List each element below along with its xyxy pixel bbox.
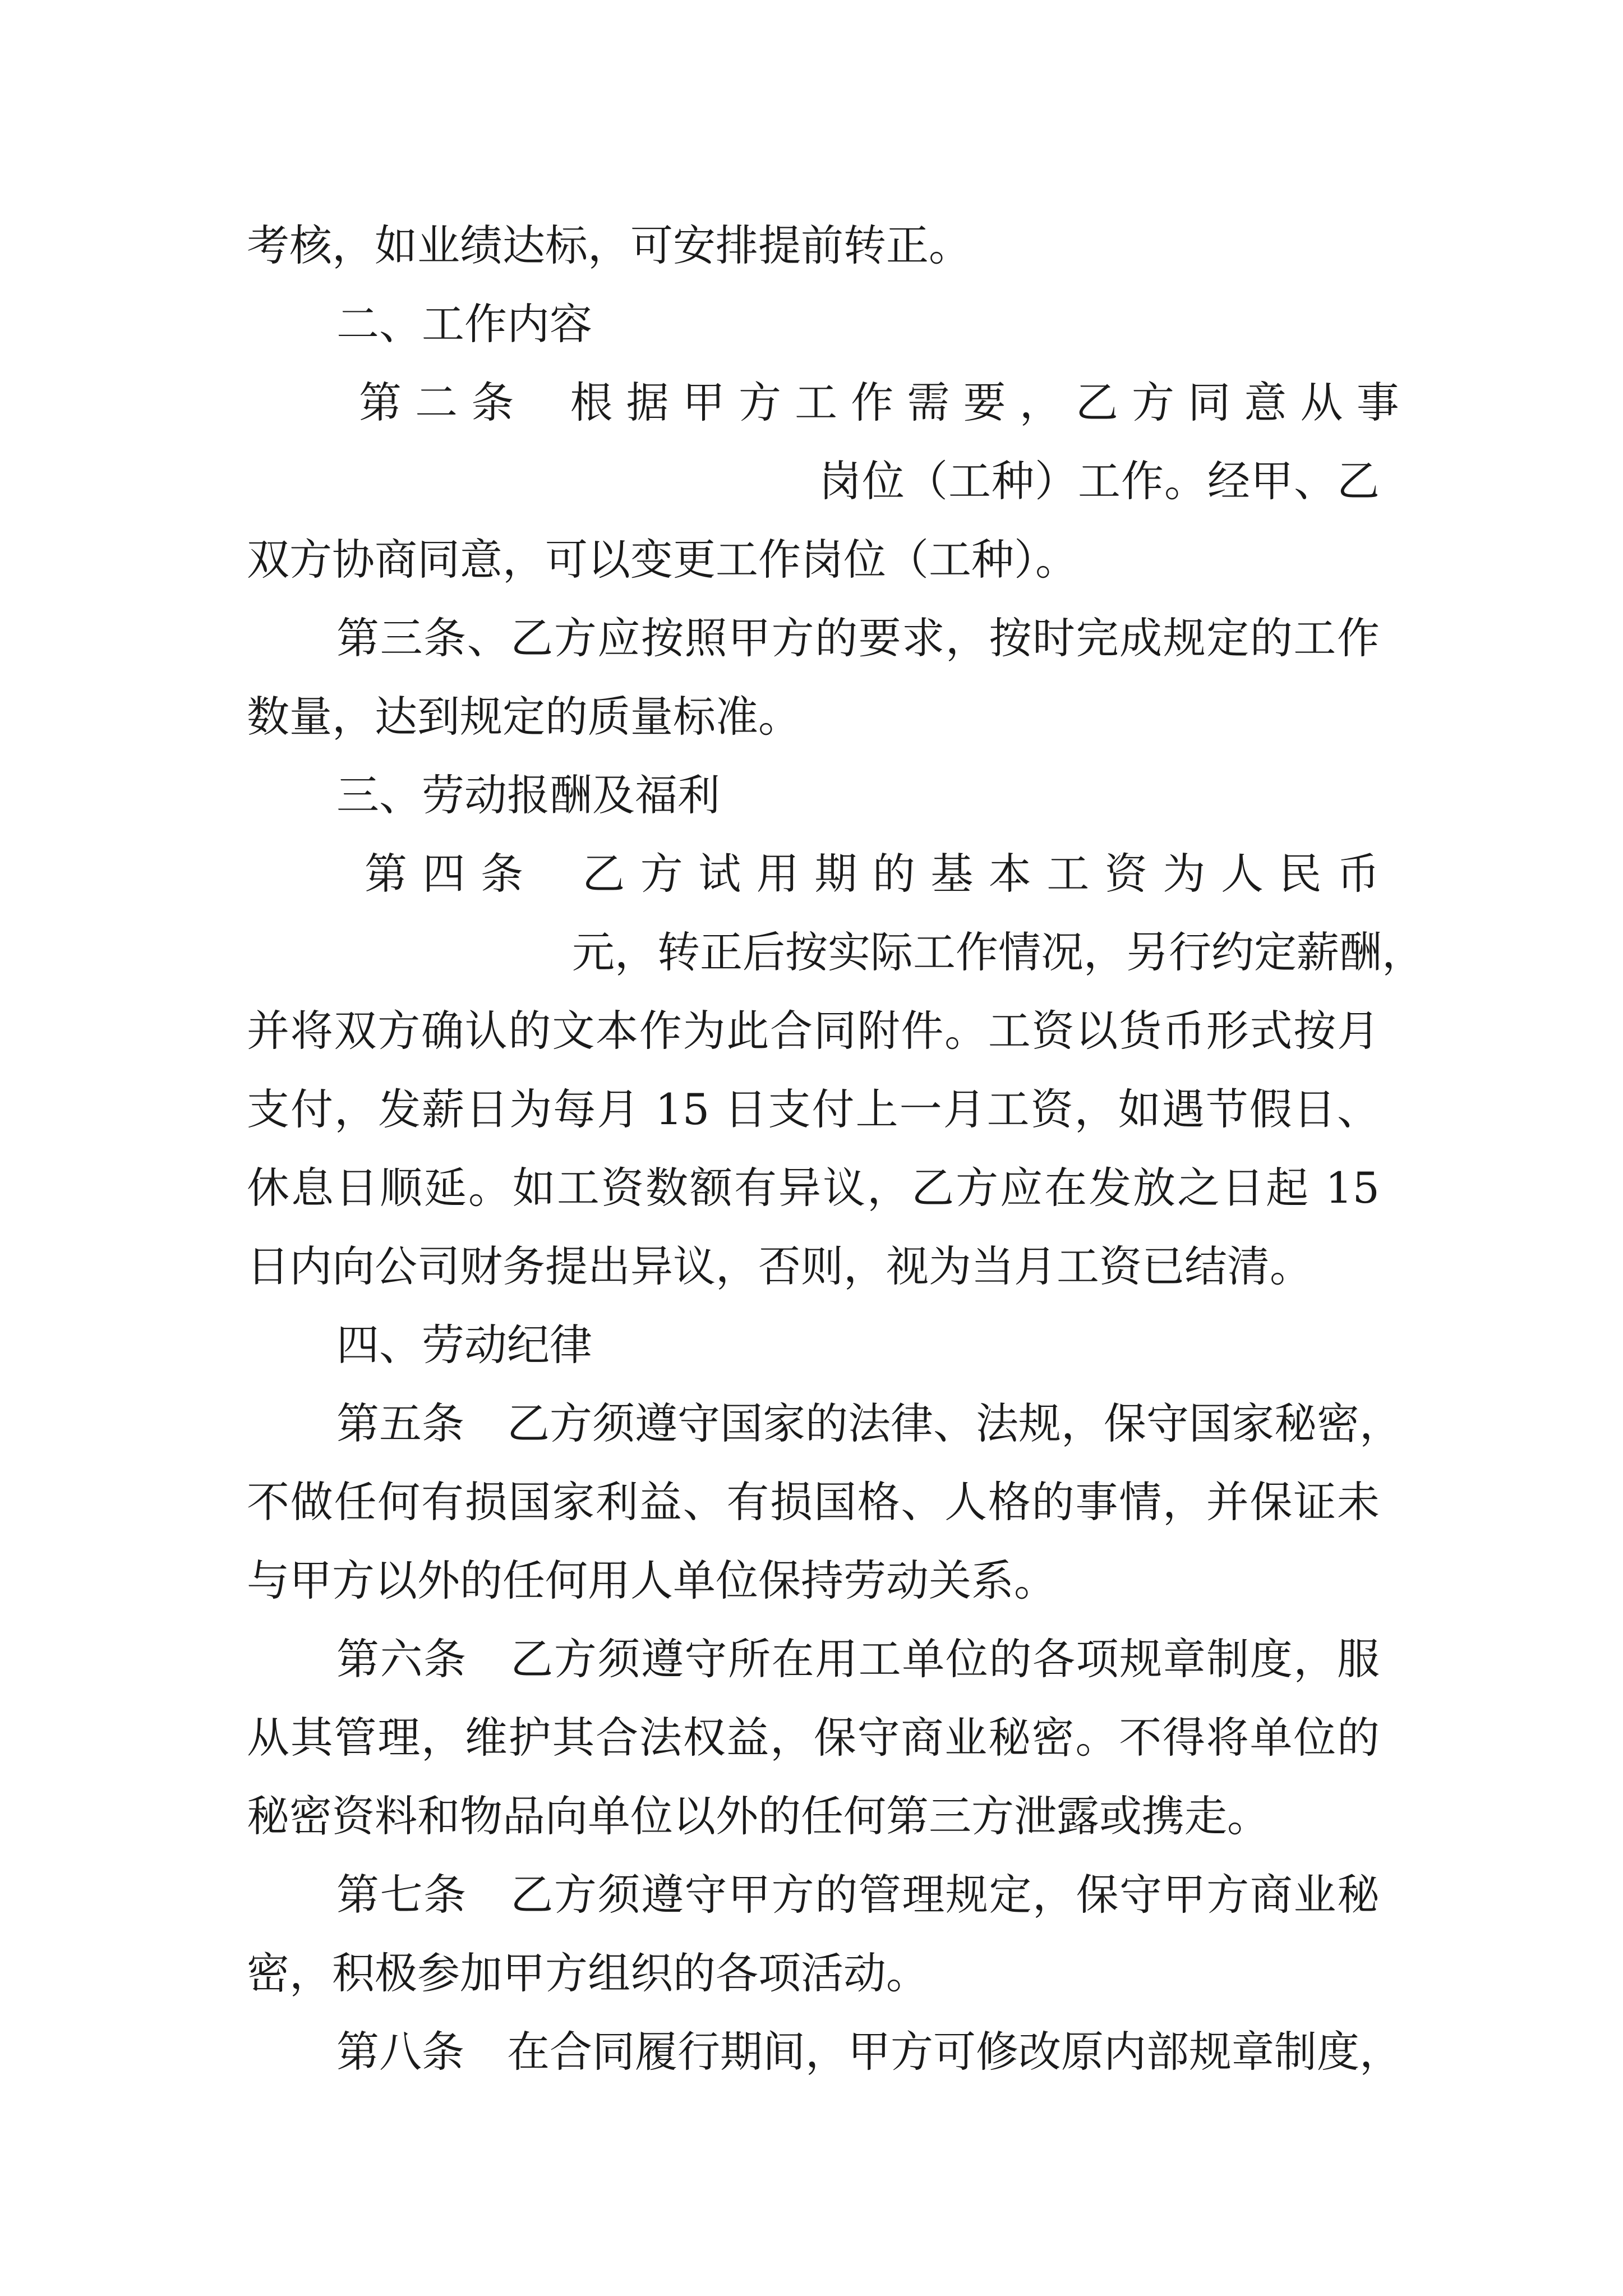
text-line: 休息日顺延。如工资数额有异议，乙方应在发放之日起 15 <box>247 1163 1380 1213</box>
text-line: 双方协商同意，可以变更工作岗位（工种）。 <box>247 535 1078 585</box>
text-line: 第六条 乙方须遵守所在用工单位的各项规章制度，服 <box>336 1634 1380 1684</box>
text-line: 秘密资料和物品向单位以外的任何第三方泄露或携走。 <box>247 1791 1270 1841</box>
section-heading: 二、工作内容 <box>336 299 592 349</box>
text-line: 第七条 乙方须遵守甲方的管理规定，保守甲方商业秘 <box>336 1870 1380 1920</box>
text-line: 密，积极参加甲方组织的各项活动。 <box>247 1948 929 1998</box>
section-heading: 四、劳动纪律 <box>336 1320 592 1370</box>
text-line: 与甲方以外的任何用人单位保持劳动关系。 <box>247 1556 1057 1605</box>
text-line: 支付，发薪日为每月 15 日支付上一月工资，如遇节假日、 <box>247 1084 1380 1134</box>
text-line: 并将双方确认的文本作为此合同附件。工资以货币形式按月 <box>247 1006 1380 1056</box>
text-line: 第八条 在合同履行期间，甲方可修改原内部规章制度， <box>336 2027 1402 2077</box>
text-line: 元，转正后按实际工作情况，另行约定薪酬， <box>572 927 1424 977</box>
text-line: 第五条 乙方须遵守国家的法律、法规，保守国家秘密， <box>336 1398 1402 1448</box>
text-line: 从其管理，维护其合法权益，保守商业秘密。不得将单位的 <box>247 1713 1380 1763</box>
text-line: 第三条、乙方应按照甲方的要求，按时完成规定的工作 <box>336 613 1380 663</box>
text-line: 日内向公司财务提出异议，否则，视为当月工资已结清。 <box>247 1241 1312 1291</box>
text-line: 岗位（工种）工作。经甲、乙 <box>819 456 1380 506</box>
text-line: 第 四 条 乙 方 试 用 期 的 基 本 工 资 为 人 民 币 <box>365 849 1380 899</box>
text-line: 不做任何有损国家利益、有损国格、人格的事情，并保证未 <box>247 1477 1380 1527</box>
text-line: 数量，达到规定的质量标准。 <box>247 692 801 742</box>
text-line: 考核，如业绩达标，可安排提前转正。 <box>247 220 971 270</box>
section-heading: 三、劳动报酬及福利 <box>336 770 720 820</box>
text-line: 第 二 条 根 据 甲 方 工 作 需 要 ， 乙 方 同 意 从 事 <box>359 378 1399 427</box>
